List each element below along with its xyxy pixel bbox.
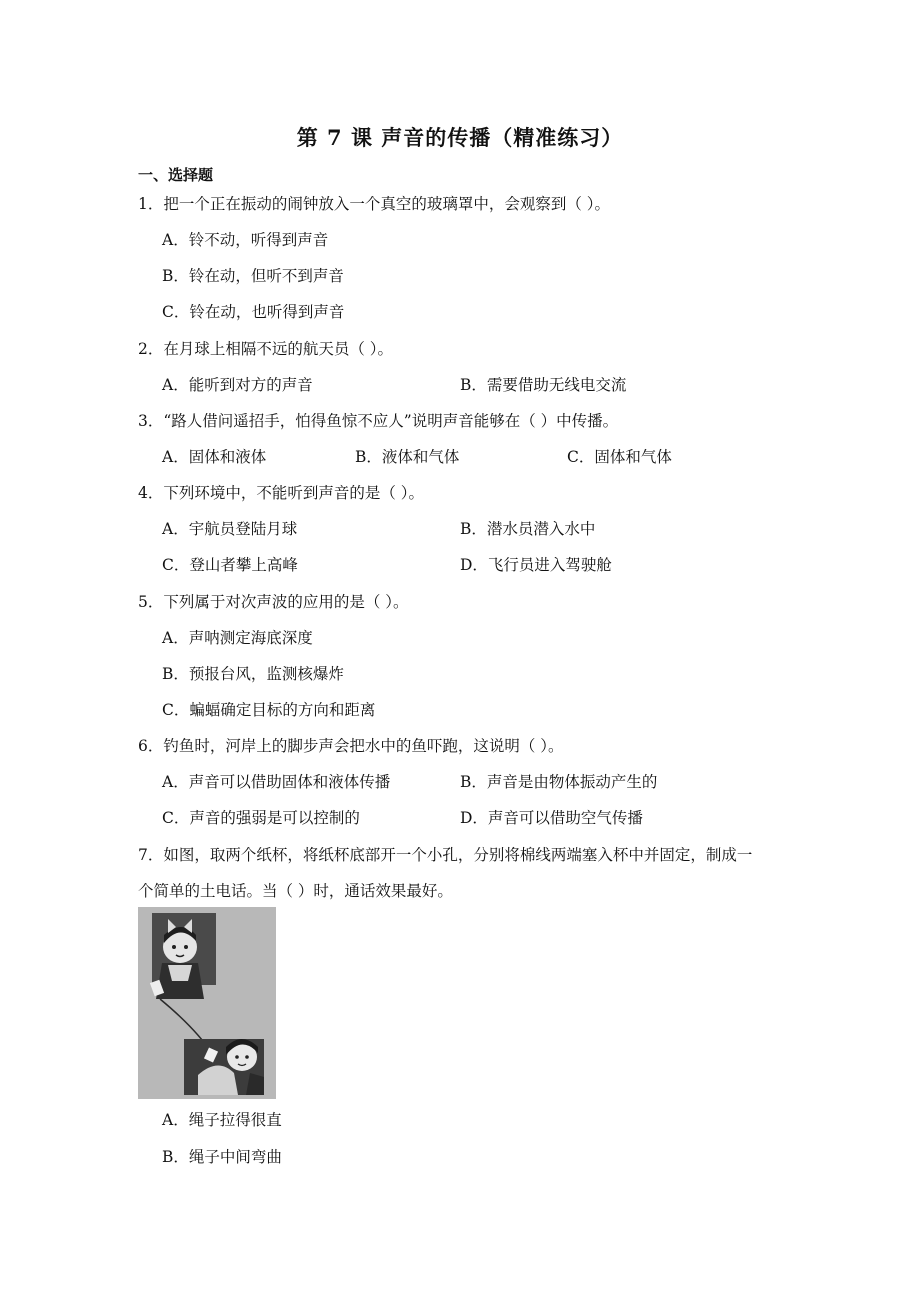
question-3: 3．“路人借问遥招手，怕得鱼惊不应人”说明声音能够在（ ）中传播。 xyxy=(138,412,619,430)
q4-option-b: B．潜水员潜入水中 xyxy=(460,520,596,538)
q1-option-b: B．铃在动，但听不到声音 xyxy=(162,267,344,285)
q3-option-c: C．固体和气体 xyxy=(567,448,672,466)
q4-option-a: A．宇航员登陆月球 xyxy=(162,520,298,538)
q5-option-c: C．蝙蝠确定目标的方向和距离 xyxy=(162,701,376,719)
tin-can-telephone-illustration xyxy=(138,907,276,1099)
tin-can-telephone-figure xyxy=(138,907,276,1099)
q1-option-c: C．铃在动，也听得到声音 xyxy=(162,303,345,321)
question-4: 4．下列环境中，不能听到声音的是（ ）。 xyxy=(138,484,425,502)
q5-option-a: A．声呐测定海底深度 xyxy=(162,629,313,647)
q6-option-a: A．声音可以借助固体和液体传播 xyxy=(162,773,391,791)
q6-option-d: D．声音可以借助空气传播 xyxy=(460,809,643,827)
q1-option-a: A．铃不动，听得到声音 xyxy=(162,231,329,249)
q6-option-c: C．声音的强弱是可以控制的 xyxy=(162,809,360,827)
q2-option-b: B．需要借助无线电交流 xyxy=(460,376,627,394)
question-7-continued: 个简单的土电话。当（ ）时，通话效果最好。 xyxy=(138,882,453,900)
question-1: 1．把一个正在振动的闹钟放入一个真空的玻璃罩中，会观察到（ ）。 xyxy=(138,195,611,213)
section-heading: 一、选择题 xyxy=(138,166,214,184)
q3-option-a: A．固体和液体 xyxy=(162,448,267,466)
q4-option-d: D．飞行员进入驾驶舱 xyxy=(460,556,612,574)
q6-option-b: B．声音是由物体振动产生的 xyxy=(460,773,658,791)
q4-option-c: C．登山者攀上高峰 xyxy=(162,556,298,574)
question-7: 7．如图，取两个纸杯，将纸杯底部开一个小孔，分别将棉线两端塞入杯中并固定，制成一 xyxy=(138,846,753,864)
q3-option-b: B．液体和气体 xyxy=(355,448,460,466)
question-2: 2．在月球上相隔不远的航天员（ ）。 xyxy=(138,340,394,358)
q5-option-b: B．预报台风，监测核爆炸 xyxy=(162,665,344,683)
q7-option-b: B．绳子中间弯曲 xyxy=(162,1148,282,1166)
question-6: 6．钓鱼时，河岸上的脚步声会把水中的鱼吓跑，这说明（ ）。 xyxy=(138,737,564,755)
page-title: 第 7 课 声音的传播（精准练习） xyxy=(296,125,624,150)
question-5: 5．下列属于对次声波的应用的是（ ）。 xyxy=(138,593,409,611)
q2-option-a: A．能听到对方的声音 xyxy=(162,376,313,394)
q7-option-a: A．绳子拉得很直 xyxy=(162,1111,282,1129)
